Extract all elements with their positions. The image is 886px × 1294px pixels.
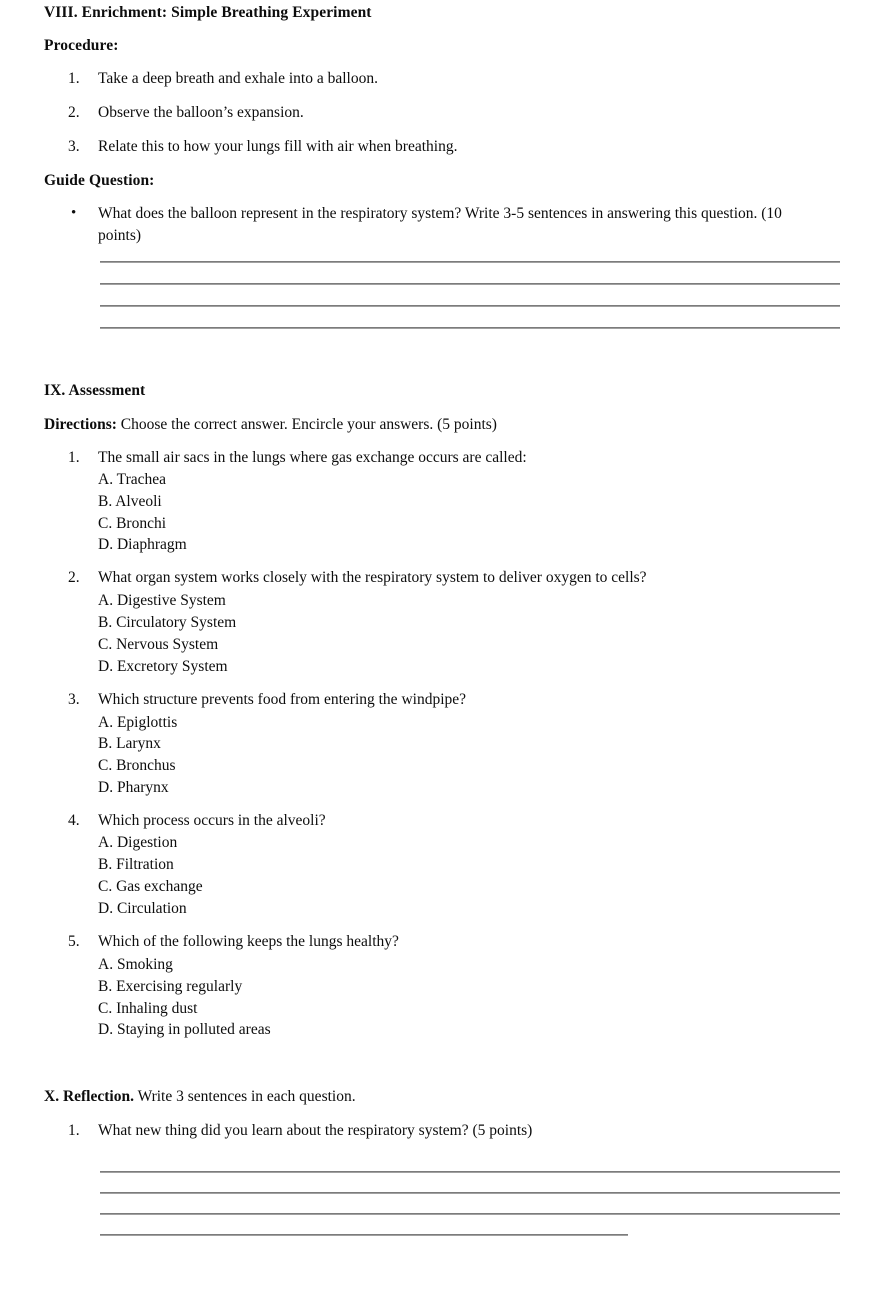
answer-line <box>100 305 840 307</box>
guide-question-text: What does the balloon represent in the respiratory system? Write 3-5 sentences in answering this question. (10 points) <box>98 205 782 244</box>
directions-text: Choose the correct answer. Encircle your answers. (5 points) <box>120 416 497 433</box>
answer-option[interactable]: D. Circulation <box>98 900 187 917</box>
question-marker: 2. <box>68 569 80 586</box>
reflection-question-marker: 1. <box>68 1122 80 1139</box>
question-text: Which process occurs in the alveoli? <box>98 812 326 829</box>
section-heading-assessment: IX. Assessment <box>44 382 146 399</box>
answer-line <box>100 327 840 329</box>
question-text: What organ system works closely with the respiratory system to deliver oxygen to cells? <box>98 569 647 586</box>
procedure-step-marker: 3. <box>68 138 80 155</box>
answer-option[interactable]: C. Inhaling dust <box>98 1000 198 1017</box>
answer-option[interactable]: B. Filtration <box>98 856 174 873</box>
directions-label: Directions: <box>44 416 117 433</box>
answer-option[interactable]: D. Staying in polluted areas <box>98 1021 271 1038</box>
answer-option[interactable]: B. Alveoli <box>98 493 162 510</box>
bullet-icon: • <box>71 205 77 221</box>
procedure-step-marker: 1. <box>68 70 80 87</box>
procedure-step-marker: 2. <box>68 104 80 121</box>
answer-option[interactable]: A. Epiglottis <box>98 714 178 731</box>
answer-line <box>100 1213 840 1215</box>
procedure-step-text: Take a deep breath and exhale into a balloon. <box>98 70 378 87</box>
answer-option[interactable]: A. Trachea <box>98 471 167 488</box>
answer-option[interactable]: C. Gas exchange <box>98 878 203 895</box>
question-marker: 1. <box>68 449 80 466</box>
answer-line <box>100 261 840 263</box>
reflection-question-text: What new thing did you learn about the respiratory system? (5 points) <box>98 1122 533 1139</box>
answer-option[interactable]: A. Smoking <box>98 956 173 973</box>
answer-option[interactable]: B. Larynx <box>98 735 161 752</box>
question-text: The small air sacs in the lungs where gas exchange occurs are called: <box>98 449 527 466</box>
answer-option[interactable]: B. Circulatory System <box>98 614 237 631</box>
answer-line <box>100 1234 628 1236</box>
question-marker: 5. <box>68 933 80 950</box>
section-heading-enrichment: VIII. Enrichment: Simple Breathing Experiment <box>44 4 372 21</box>
question-marker: 4. <box>68 812 80 829</box>
answer-option[interactable]: D. Pharynx <box>98 779 169 796</box>
answer-option[interactable]: C. Nervous System <box>98 636 219 653</box>
answer-line <box>100 1171 840 1173</box>
answer-option[interactable]: C. Bronchi <box>98 515 167 532</box>
answer-option[interactable]: A. Digestion <box>98 834 178 851</box>
answer-option[interactable]: A. Digestive System <box>98 592 226 609</box>
directions <box>44 415 497 435</box>
procedure-step-text: Relate this to how your lungs fill with air when breathing. <box>98 138 458 155</box>
section-heading-reflection <box>44 1087 356 1107</box>
answer-option[interactable]: C. Bronchus <box>98 757 176 774</box>
procedure-step-text: Observe the balloon’s expansion. <box>98 104 304 121</box>
answer-line <box>100 1192 840 1194</box>
answer-line <box>100 283 840 285</box>
answer-option[interactable]: D. Diaphragm <box>98 536 187 553</box>
answer-option[interactable]: B. Exercising regularly <box>98 978 243 995</box>
reflection-heading-label: X. Reflection. <box>44 1088 134 1105</box>
procedure-label: Procedure: <box>44 37 119 54</box>
question-text: Which of the following keeps the lungs healthy? <box>98 933 399 950</box>
question-text: Which structure prevents food from entering the windpipe? <box>98 691 467 708</box>
reflection-heading-rest: Write 3 sentences in each question. <box>133 1088 356 1105</box>
question-marker: 3. <box>68 691 80 708</box>
answer-option[interactable]: D. Excretory System <box>98 658 228 675</box>
guide-question-label: Guide Question: <box>44 172 155 189</box>
